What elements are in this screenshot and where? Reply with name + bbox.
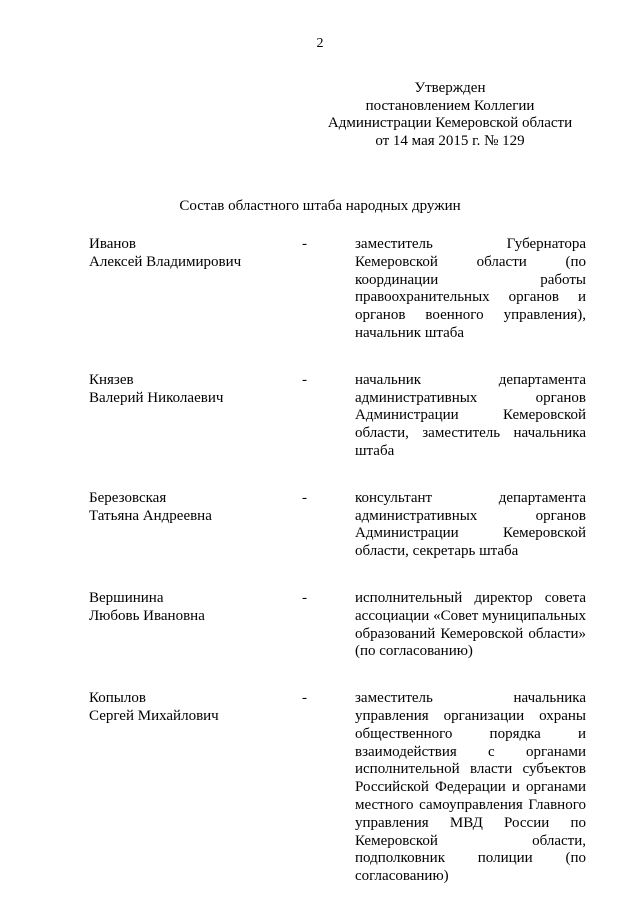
member-surname: Иванов <box>89 236 136 252</box>
member-entry <box>89 236 589 343</box>
member-surname: Князев <box>89 371 134 388</box>
member-role: начальник департамента административных органов Администрации Кемеровской области, заместитель начальника штаба <box>355 371 586 459</box>
member-given-names: Валерий Николаевич <box>89 389 224 406</box>
member-role: исполнительный директор совета ассоциации «Совет муниципальных образований Кемеровской области» (по согласованию) <box>355 589 586 660</box>
page-number: 2 <box>316 36 324 51</box>
approval-block <box>300 80 600 150</box>
member-entry <box>89 590 589 661</box>
member-dash: - <box>302 371 307 388</box>
approval-line: Утвержден <box>414 80 486 96</box>
member-entry <box>89 490 589 561</box>
approval-line: от 14 мая 2015 г. № 129 <box>375 132 525 149</box>
approval-line: постановлением Коллегии <box>365 97 535 114</box>
member-name <box>89 490 289 526</box>
member-role: заместитель начальника управления организации охраны общественного порядка и взаимодействия с органами исполнительной власти субъектов Российской Федерации и органами местного самоуправления Главного управления МВД России по Кемеровской области, подполковник полиции (по согласованию) <box>355 690 586 885</box>
member-role: заместитель Губернатора Кемеровской области (по координации работы правоохранительных органов и органов военного управления), начальник штаба <box>355 236 586 341</box>
member-surname: Вершинина <box>89 589 164 606</box>
document-title: Состав областного штаба народных дружин <box>179 198 461 214</box>
member-role: консультант департамента административных органов Администрации Кемеровской области, секретарь штаба <box>355 489 586 560</box>
member-surname: Копылов <box>89 690 146 707</box>
member-given-names: Татьяна Андреевна <box>89 507 212 524</box>
member-surname: Березовская <box>89 489 167 506</box>
member-entry <box>89 372 589 461</box>
member-given-names: Сергей Михайлович <box>89 707 219 724</box>
member-name <box>89 590 289 626</box>
members-list <box>89 236 589 886</box>
member-name <box>89 690 289 726</box>
member-given-names: Любовь Ивановна <box>89 607 205 624</box>
member-entry <box>89 690 589 886</box>
member-dash: - <box>302 489 307 506</box>
member-given-names: Алексей Владимирович <box>89 253 242 270</box>
member-dash: - <box>302 690 307 707</box>
member-dash: - <box>302 589 307 606</box>
member-dash: - <box>302 236 307 252</box>
member-name <box>89 372 289 408</box>
member-name <box>89 236 289 272</box>
approval-line: Администрации Кемеровской области <box>327 115 573 131</box>
